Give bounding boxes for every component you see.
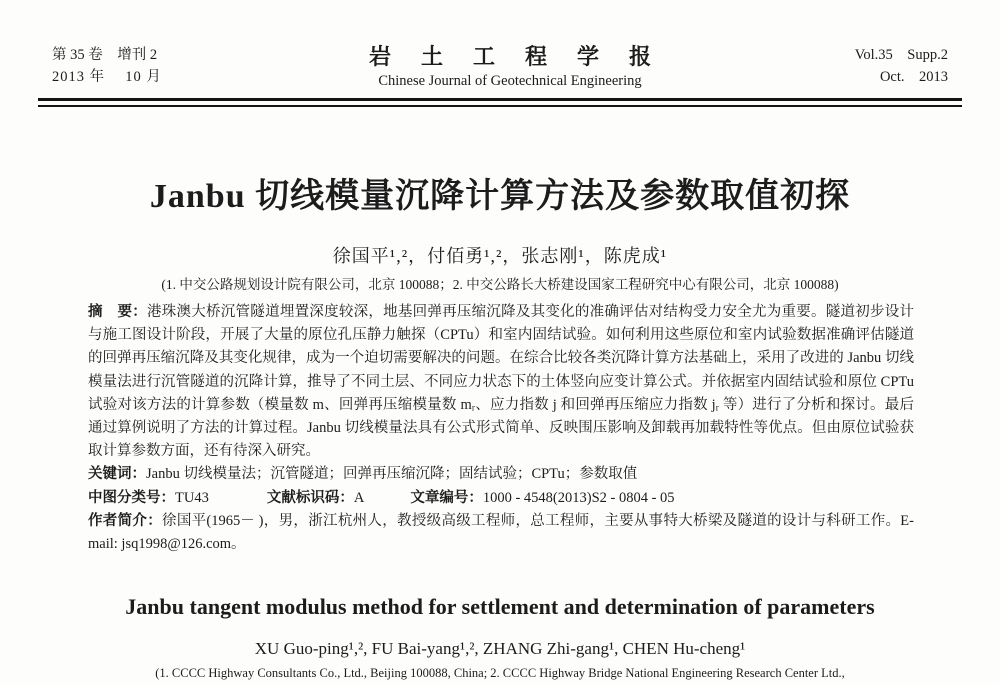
author-bio-paragraph bbox=[88, 510, 914, 556]
english-affiliation: (1. CCCC Highway Consultants Co., Ltd., Beijing 100088, China; 2. CCCC Highway Bridge National Engineering Research Center Ltd., bbox=[155, 666, 845, 680]
clc-pair bbox=[88, 487, 209, 510]
volume-info-cn bbox=[52, 44, 262, 88]
abstract-paragraph bbox=[88, 301, 914, 463]
authors-line: 徐国平¹,²，付佰勇¹,²，张志刚¹，陈虎成¹ bbox=[332, 246, 668, 266]
keywords-line bbox=[88, 463, 914, 486]
date-line-en: Oct. 2013 bbox=[879, 69, 948, 85]
volume-line-cn: 第 35 卷 增刊 2 bbox=[52, 47, 158, 63]
journal-title-cn: 岩土工程学报 bbox=[368, 44, 681, 69]
english-authors: XU Guo-ping¹,², FU Bai-yang¹,², ZHANG Zhi-gang¹, CHEN Hu-cheng¹ bbox=[254, 639, 746, 658]
keywords-text: Janbu 切线模量法；沉管隧道；回弹再压缩沉降；固结试验；CPTu；参数取值 bbox=[146, 466, 638, 483]
keywords-label: 关键词： bbox=[88, 466, 146, 483]
article-id-label: 文章编号： bbox=[410, 489, 483, 506]
abstract-text: 港珠澳大桥沉管隧道埋置深度较深，地基回弹再压缩沉降及其变化的准确评估对结构受力安全尤为重要。隧道初步设计与施工图设计阶段，开展了大量的原位孔压静力触探（CPTu）和室内固结试验。如何利用这些原位和室内试验数据准确评估隧道的回弹再压缩沉降及其变化规律，成为一个迫切需要解决的问题。在综合比较各类沉降计算方法基础上，采用了改进的 Janbu 切线模量法进行沉管隧道的沉降计算，推导了不同土层、不同应力状态下的土体竖向应变计算公式。并依据室内固结试验和原位 CPTu 试验对该方法的计算参数（模量数 m、回弹再压缩模量数 mᵣ、应力指数 j 和回弹再压缩应力指数 jᵣ 等）进行了分析和探讨。最后通过算例说明了方法的计算过程。Janbu 切线模量法具有公式形式简单、反映围压影响及卸载再加载特性等优点。但由原位试验获取计算参数方面，还有待深入研究。 bbox=[88, 304, 915, 460]
journal-header bbox=[52, 44, 948, 92]
classification-line bbox=[88, 487, 914, 510]
paper-title: Janbu 切线模量沉降计算方法及参数取值初探 bbox=[149, 178, 851, 215]
doc-code-label: 文献标识码： bbox=[266, 489, 354, 506]
volume-line-en: Vol.35 Supp.2 bbox=[854, 47, 948, 63]
english-title: Janbu tangent modulus method for settlement and determination of parameters bbox=[125, 594, 875, 619]
header-divider-rule bbox=[38, 98, 962, 107]
journal-title-en: Chinese Journal of Geotechnical Engineering bbox=[378, 73, 642, 89]
clc-label: 中图分类号： bbox=[88, 489, 175, 506]
article-id-value: 1000 - 4548(2013)S2 - 0804 - 05 bbox=[482, 489, 675, 506]
abstract-label: 摘 要： bbox=[88, 304, 148, 320]
doc-code-pair bbox=[267, 487, 364, 510]
journal-title-block bbox=[262, 44, 758, 92]
affiliation-line: (1. 中交公路规划设计院有限公司，北京 100088；2. 中交公路长大桥建设国家工程研究中心有限公司，北京 100088) bbox=[161, 277, 839, 292]
meta-block bbox=[88, 301, 914, 556]
volume-info-en bbox=[758, 44, 948, 88]
date-line-cn: 2013 年 10 月 bbox=[52, 69, 162, 85]
doc-code-value: A bbox=[353, 489, 365, 506]
clc-value: TU43 bbox=[175, 489, 209, 506]
bio-text: 徐国平(1965－ )，男，浙江杭州人，教授级高级工程师，总工程师，主要从事特大桥梁及隧道的设计与科研工作。E-mail: jsq1998@126.com。 bbox=[88, 512, 914, 553]
bio-label: 作者简介： bbox=[88, 512, 163, 529]
article-id-pair bbox=[410, 487, 674, 510]
